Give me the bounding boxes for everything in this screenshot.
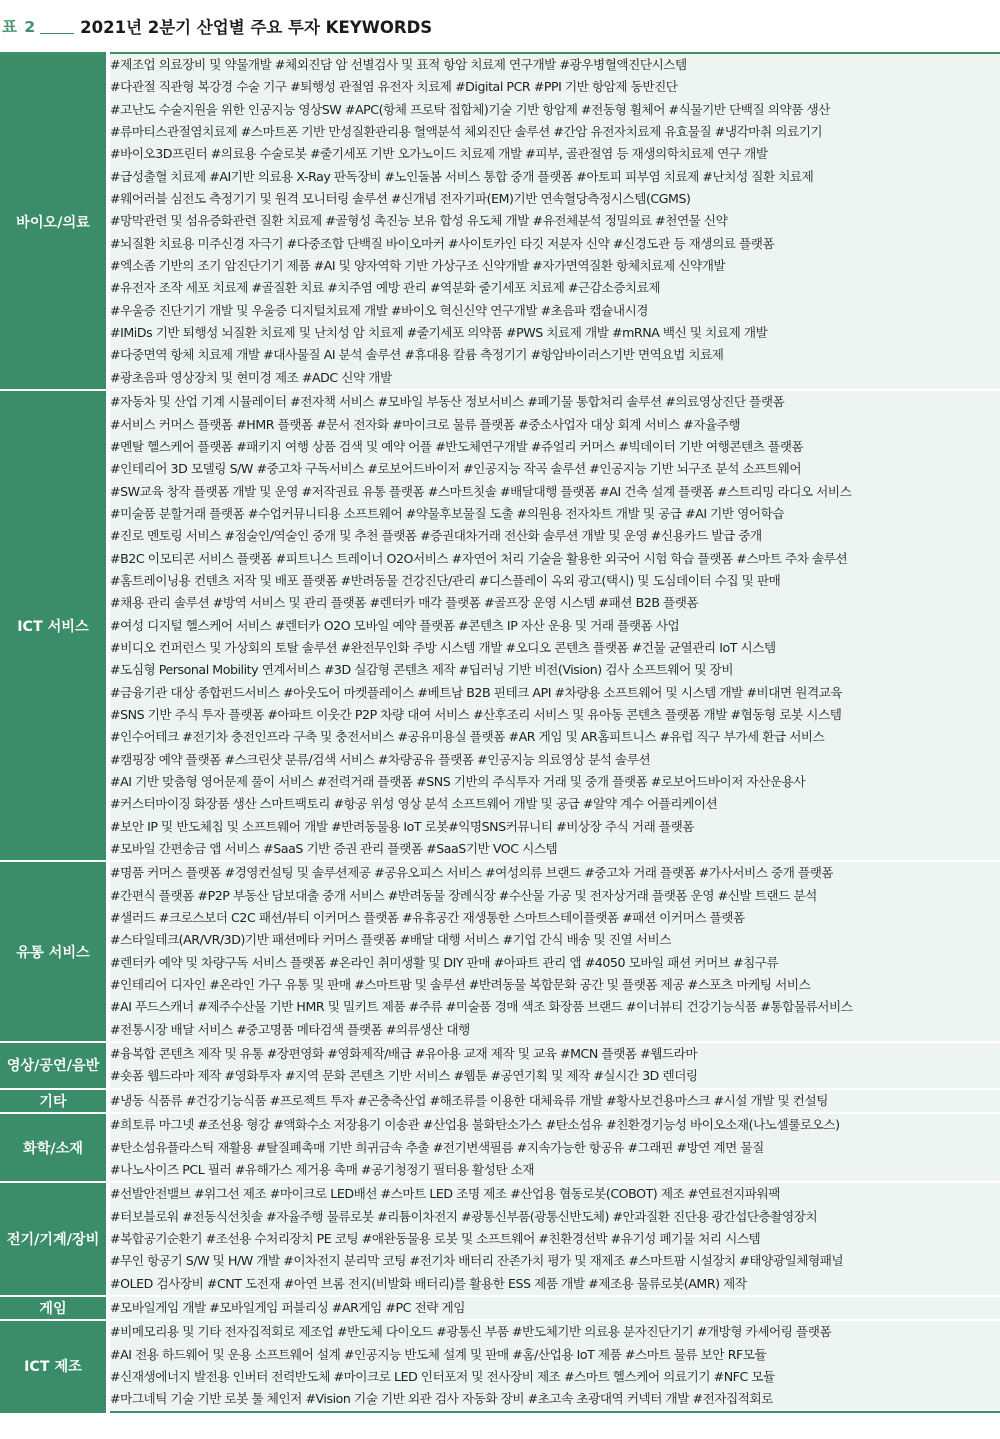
keyword-line: #인수어테크 #전기차 충전인프라 구축 및 충전서비스 #공유미용실 플랫폼 #AR 게임 및 AR홈피트니스 #유럽 직구 부가세 환급 서비스 <box>110 729 825 745</box>
keyword-line: #모바일 간편송금 앱 서비스 #SaaS 기반 증권 관리 플랫폼 #SaaS기반 VOC 시스템 <box>110 841 558 857</box>
category-row <box>0 861 1000 1042</box>
keyword-line: #멘탈 헬스케어 플랫폼 #패키지 여행 상품 검색 및 예약 어플 #반도체연구개발 #쥬얼리 커머스 #빅데이터 기반 여행콘텐츠 플랫폼 <box>110 438 804 454</box>
keyword-cell <box>108 1182 1000 1296</box>
keyword-cell <box>108 390 1000 861</box>
keyword-line: #여성 디지털 헬스케어 서비스 #렌터카 O2O 모바일 예약 플랫폼 #콘텐츠 IP 자산 운용 및 거래 플랫폼 사업 <box>110 617 680 633</box>
keyword-line: #광초음파 영상장치 및 현미경 제조 #ADC 신약 개발 <box>110 369 392 385</box>
keyword-line: #전통시장 배달 서비스 #중고명품 메타검색 플랫폼 #의류생산 대행 <box>110 1021 470 1037</box>
keyword-line: #다중면역 항체 치료제 개발 #대사물질 AI 분석 솔루션 #휴대용 칼륨 측정기기 #항암바이러스기반 면역요법 치료제 <box>110 347 724 363</box>
keyword-line: #제조업 의료장비 및 약물개발 #체외진담 암 선별검사 및 표적 항암 치료제 연구개발 #광우병혈액진단시스템 <box>110 57 687 72</box>
keyword-line: #커스터마이징 화장품 생산 스마트팩토리 #항공 위성 영상 분석 소프트웨어 개발 및 공급 #알약 계수 어플리케이션 <box>110 796 718 812</box>
keyword-line: #유전자 조작 세포 치료제 #골질환 치료 #치주염 예방 관리 #역분화 줄기세포 치료제 #근감소증치료제 <box>110 280 661 296</box>
keyword-line: #서비스 커머스 플랫폼 #HMR 플랫폼 #문서 전자화 #마이크로 물류 플랫폼 #중소사업자 대상 회계 서비스 #자율주행 <box>110 416 741 432</box>
keyword-cell <box>108 1042 1000 1089</box>
keyword-line: #도심형 Personal Mobility 연계서비스 #3D 실감형 콘텐츠 제작 #딥러닝 기반 비전(Vision) 검사 소프트웨어 및 장비 <box>110 662 734 678</box>
keyword-line: #마그네틱 기술 기반 로봇 툴 체인저 #Vision 기술 기반 외관 검사 자동화 장비 #초고속 초광대역 커넥터 개발 #전자집적회로 <box>110 1391 773 1407</box>
table-title: 2021년 2분기 산업별 주요 투자 KEYWORDS <box>80 18 433 37</box>
keyword-line: #진로 멘토링 서비스 #점술인/역술인 중개 및 추천 플랫폼 #증권대차거래 전산화 솔루션 개발 및 운영 #신용카드 발급 중개 <box>110 528 762 544</box>
keyword-line: #비메모리용 및 기타 전자집적회로 제조업 #반도체 다이오드 #광통신 부품 #반도체기반 의료용 분자진단기기 #개방형 카셰어링 플랫폼 <box>110 1324 832 1340</box>
keyword-line: #뇌질환 치료용 미주신경 자극기 #다중조합 단백질 바이오마커 #사이토카인 타깃 저분자 신약 #신경도관 등 재생의료 플랫폼 <box>110 235 775 251</box>
keyword-line: #우울증 진단기기 개발 및 우울증 디지털치료제 개발 #바이오 혁신신약 연구개발 #초음파 캡슐내시경 <box>110 302 649 318</box>
keyword-line: #복합공기순환기 #조선용 수처리장치 PE 코팅 #애완동물용 로봇 및 소프트웨어 #친환경선박 #유기성 폐기물 처리 시스템 <box>110 1230 761 1246</box>
keyword-line: #선발안전밸브 #위그선 제조 #마이크로 LED배선 #스마트 LED 조명 제조 #산업용 협동로봇(COBOT) 제조 #연료전지파워팩 <box>110 1186 780 1202</box>
keyword-line: #OLED 검사장비 #CNT 도전재 #아연 브롬 전지(비발화 배터리)를 활용한 ESS 제품 개발 #제조용 물류로봇(AMR) 제작 <box>110 1275 747 1291</box>
keyword-line: #망막관련 및 섬유증화관련 질환 치료제 #골형성 촉진능 보유 합성 유도체 개발 #유전체분석 정밀의료 #천연물 신약 <box>110 213 728 229</box>
keyword-line: #희토류 마그넷 #조선용 형강 #액화수소 저장용기 이송관 #산업용 불화탄소가스 #탄소섬유 #친환경기능성 바이오소재(나노셀룰로오스) <box>110 1117 840 1133</box>
keyword-line: #다관절 직관형 복강경 수술 기구 #퇴행성 관절염 유전자 치료제 #Digital PCR #PPI 기반 항암제 동반진단 <box>110 79 678 95</box>
keyword-line: #스타일테크(AR/VR/3D)기반 패션메타 커머스 플랫폼 #배달 대행 서비스 #기업 간식 배송 및 진열 서비스 <box>110 932 671 948</box>
keyword-line: #웨어러블 심전도 측정기기 및 원격 모니터링 솔루션 #신개념 전자기파(EM)기반 연속혈당측정시스템(CGMS) <box>110 191 691 207</box>
keywords-table-body <box>0 53 1000 1412</box>
keyword-line: #급성출혈 치료제 #AI기반 의료용 X-Ray 판독장비 #노인돌봄 서비스 통합 중개 플랫폼 #아토피 피부염 치료제 #난치성 질환 치료제 <box>110 168 814 184</box>
keyword-line: #고난도 수술지원을 위한 인공지능 영상SW #APC(항체 프로탁 접합체)기술 기반 항암제 #전동형 휠체어 #식물기반 단백질 의약품 생산 <box>110 101 830 117</box>
keyword-line: #SNS 기반 주식 투자 플랫폼 #아파트 이웃간 P2P 차량 대여 서비스 #산후조리 서비스 및 유아동 콘텐츠 플랫폼 개발 #협동형 로봇 시스템 <box>110 706 842 722</box>
category-label: 기타 <box>0 1089 108 1113</box>
keyword-cell <box>108 861 1000 1042</box>
keyword-cell <box>108 1296 1000 1320</box>
table-header <box>0 0 1000 52</box>
category-label: 게임 <box>0 1296 108 1320</box>
keyword-line: #IMiDs 기반 퇴행성 뇌질환 치료제 및 난치성 암 치료제 #줄기세포 의약품 #PWS 치료제 개발 #mRNA 백신 및 치료제 개발 <box>110 325 768 341</box>
category-label: ICT 서비스 <box>0 390 108 861</box>
keyword-line: #신재생에너지 발전용 인버터 전력반도체 #마이크로 LED 인터포저 및 전사장비 제조 #스마트 헬스케어 의료기기 #NFC 모듈 <box>110 1368 775 1384</box>
keyword-line: #숏폼 웹드라마 제작 #영화투자 #지역 문화 콘텐츠 기반 서비스 #웹툰 #공연기획 및 제작 #실시간 3D 렌더링 <box>110 1068 698 1084</box>
keyword-line: #비디오 컨퍼런스 및 가상회의 토탈 솔루션 #완전무인화 주방 시스템 개발 #오디오 콘텐츠 플랫폼 #건물 균열관리 IoT 시스템 <box>110 639 776 655</box>
keyword-cell <box>108 53 1000 390</box>
keyword-cell <box>108 1320 1000 1411</box>
keyword-line: #엑소좀 기반의 조기 암진단기기 제품 #AI 및 양자역학 기반 가상구조 신약개발 #자가면역질환 항체치료제 신약개발 <box>110 258 726 274</box>
category-row <box>0 1320 1000 1411</box>
keyword-line: #캠핑장 예약 플랫폼 #스크린샷 분류/검색 서비스 #차량공유 플랫폼 #인공지능 의료영상 분석 솔루션 <box>110 751 651 767</box>
keyword-line: #샐러드 #크로스보더 C2C 패션/뷰티 이커머스 플랫폼 #유휴공간 재생통한 스마트스테이플랫폼 #패션 이커머스 플랫폼 <box>110 910 745 926</box>
category-label: 바이오/의료 <box>0 53 108 390</box>
keyword-line: #SW교육 창작 플랫폼 개발 및 운영 #저작권료 유통 플랫폼 #스마트칫솔 #배달대행 플랫폼 #AI 건축 설계 플랫폼 #스트리밍 라디오 서비스 <box>110 483 852 499</box>
keyword-line: #렌터카 예약 및 차량구독 서비스 플랫폼 #온라인 취미생활 및 DIY 판매 #아파트 관리 앱 #4050 모바일 패션 커머브 #침구류 <box>110 954 779 970</box>
keyword-line: #류마티스관절염치료제 #스마트폰 기반 만성질환관리용 혈액분석 체외진단 솔루션 #간암 유전자치료제 유효물질 #냉각마취 의료기기 <box>110 124 823 140</box>
keyword-line: #금융기관 대상 종합펀드서비스 #아웃도어 마켓플레이스 #베트남 B2B 핀테크 API #차량용 소프트웨어 및 시스템 개발 #비대면 원격교육 <box>110 684 843 700</box>
category-row <box>0 1089 1000 1113</box>
keyword-cell <box>108 1113 1000 1182</box>
keyword-line: #무인 항공기 S/W 및 H/W 개발 #이차전지 분리막 코팅 #전기차 배터리 잔존가치 평가 및 재제조 #스마트팜 시설장치 #태양광일체형패널 <box>110 1253 844 1269</box>
keyword-line: #자동차 및 산업 기계 시뮬레이터 #전자책 서비스 #모바일 부동산 정보서비스 #폐기물 통합처리 솔루션 #의료영상진단 플랫폼 <box>110 394 785 410</box>
keyword-line: #보안 IP 및 반도체칩 및 소프트웨어 개발 #반려동물용 IoT 로봇#익명SNS커뮤니티 #비상장 주식 거래 플랫폼 <box>110 818 695 834</box>
keyword-line: #AI 전용 하드웨어 및 운용 소프트웨어 설계 #인공지능 반도체 설계 및 판매 #홈/산업용 IoT 제품 #스마트 물류 보안 RF모듈 <box>110 1346 767 1362</box>
category-label: 영상/공연/음반 <box>0 1042 108 1089</box>
keyword-line: #인테리어 3D 모델링 S/W #중고차 구독서비스 #로보어드바이저 #인공지능 작곡 솔루션 #인공지능 기반 뇌구조 분석 소프트웨어 <box>110 461 802 477</box>
keyword-line: #AI 푸드스캐너 #제주수산물 기반 HMR 및 밀키트 제품 #주류 #미술품 경매 색조 화장품 브랜드 #이너뷰티 건강기능식품 #통합물류서비스 <box>110 999 853 1015</box>
keyword-line: #AI 기반 맞춤형 영어문제 풀이 서비스 #전력거래 플랫폼 #SNS 기반의 주식투자 거래 및 중개 플랫폼 #로보어드바이저 자산운용사 <box>110 774 806 789</box>
table-number: 표 2 <box>2 18 37 36</box>
category-label: ICT 제조 <box>0 1320 108 1411</box>
keywords-table <box>0 52 1000 1413</box>
category-row <box>0 1042 1000 1089</box>
keyword-line: #명품 커머스 플랫폼 #경영컨설팅 및 솔루션제공 #공유오피스 서비스 #여성의류 브랜드 #중고차 거래 플랫폼 #가사서비스 중개 플랫폼 <box>110 865 834 881</box>
keyword-line: #바이오3D프린터 #의료용 수술로봇 #줄기세포 기반 오가노이드 치료제 개발 #피부, 골관절염 등 재생의학치료제 연구 개발 <box>110 146 768 162</box>
category-label: 화학/소재 <box>0 1113 108 1182</box>
category-row <box>0 53 1000 390</box>
category-row <box>0 1182 1000 1296</box>
category-row <box>0 390 1000 861</box>
category-row <box>0 1296 1000 1320</box>
keyword-line: #융복합 콘텐츠 제작 및 유통 #장편영화 #영화제작/배급 #유아용 교재 제작 및 교육 #MCN 플랫폼 #웹드라마 <box>110 1046 698 1062</box>
keyword-line: #홈트레이닝용 컨텐츠 저작 및 배포 플랫폼 #반려동물 건강진단/관리 #디스플레이 옥외 광고(택시) 및 도심데이터 수집 및 판매 <box>110 572 781 588</box>
keyword-line: #터보블로워 #전동식선칫솔 #자율주행 물류로봇 #리튬이차전지 #광통신부품(광통신반도체) #안과질환 진단용 광간섭단층촬영장치 <box>110 1208 818 1224</box>
keyword-line: #모바일게임 개발 #모바일게임 퍼블리싱 #AR게임 #PC 전략 게임 <box>110 1299 465 1315</box>
keyword-line: #나노사이즈 PCL 필러 #유해가스 제거용 촉매 #공기청정기 필터용 활성탄 소재 <box>110 1161 535 1177</box>
keyword-line: #인테리어 디자인 #온라인 가구 유통 및 판매 #스마트팜 및 솔루션 #반려동물 복합문화 공간 및 플랫폼 제공 #스포츠 마케팅 서비스 <box>110 977 811 993</box>
keyword-line: #냉동 식품류 #건강기능식품 #프로젝트 투자 #곤충축산업 #해조류를 이용한 대체육류 개발 #황사보건용마스크 #시설 개발 및 컨설팅 <box>110 1092 828 1108</box>
category-label: 유통 서비스 <box>0 861 108 1042</box>
keyword-line: #간편식 플랫폼 #P2P 부동산 담보대출 중개 서비스 #반려동물 장례식장 #수산물 가공 및 전자상거래 플랫폼 운영 #신발 트랜드 분석 <box>110 887 817 903</box>
keyword-line: #B2C 이모티콘 서비스 플랫폼 #피트니스 트레이너 O2O서비스 #자연어 처리 기술을 활용한 외국어 시험 학습 플랫폼 #스마트 주차 솔루션 <box>110 550 848 566</box>
keyword-line: #미술품 분할거래 플랫폼 #수업커뮤니티용 소프트웨어 #약물후보물질 도출 #의원용 전자차트 개발 및 공급 #AI 기반 영어학습 <box>110 505 785 521</box>
keyword-line: #채용 관리 솔루션 #방역 서비스 및 관리 플랫폼 #렌터카 매각 플랫폼 #골프장 운영 시스템 #패션 B2B 플랫폼 <box>110 595 699 611</box>
category-label: 전기/기계/장비 <box>0 1182 108 1296</box>
header-rule <box>40 33 74 34</box>
keyword-line: #탄소섬유플라스틱 재활용 #탈질폐촉매 기반 희귀금속 추출 #전기변색필름 #지속가능한 항공유 #그래핀 #방연 계면 물질 <box>110 1139 764 1155</box>
keyword-cell <box>108 1089 1000 1113</box>
category-row <box>0 1113 1000 1182</box>
